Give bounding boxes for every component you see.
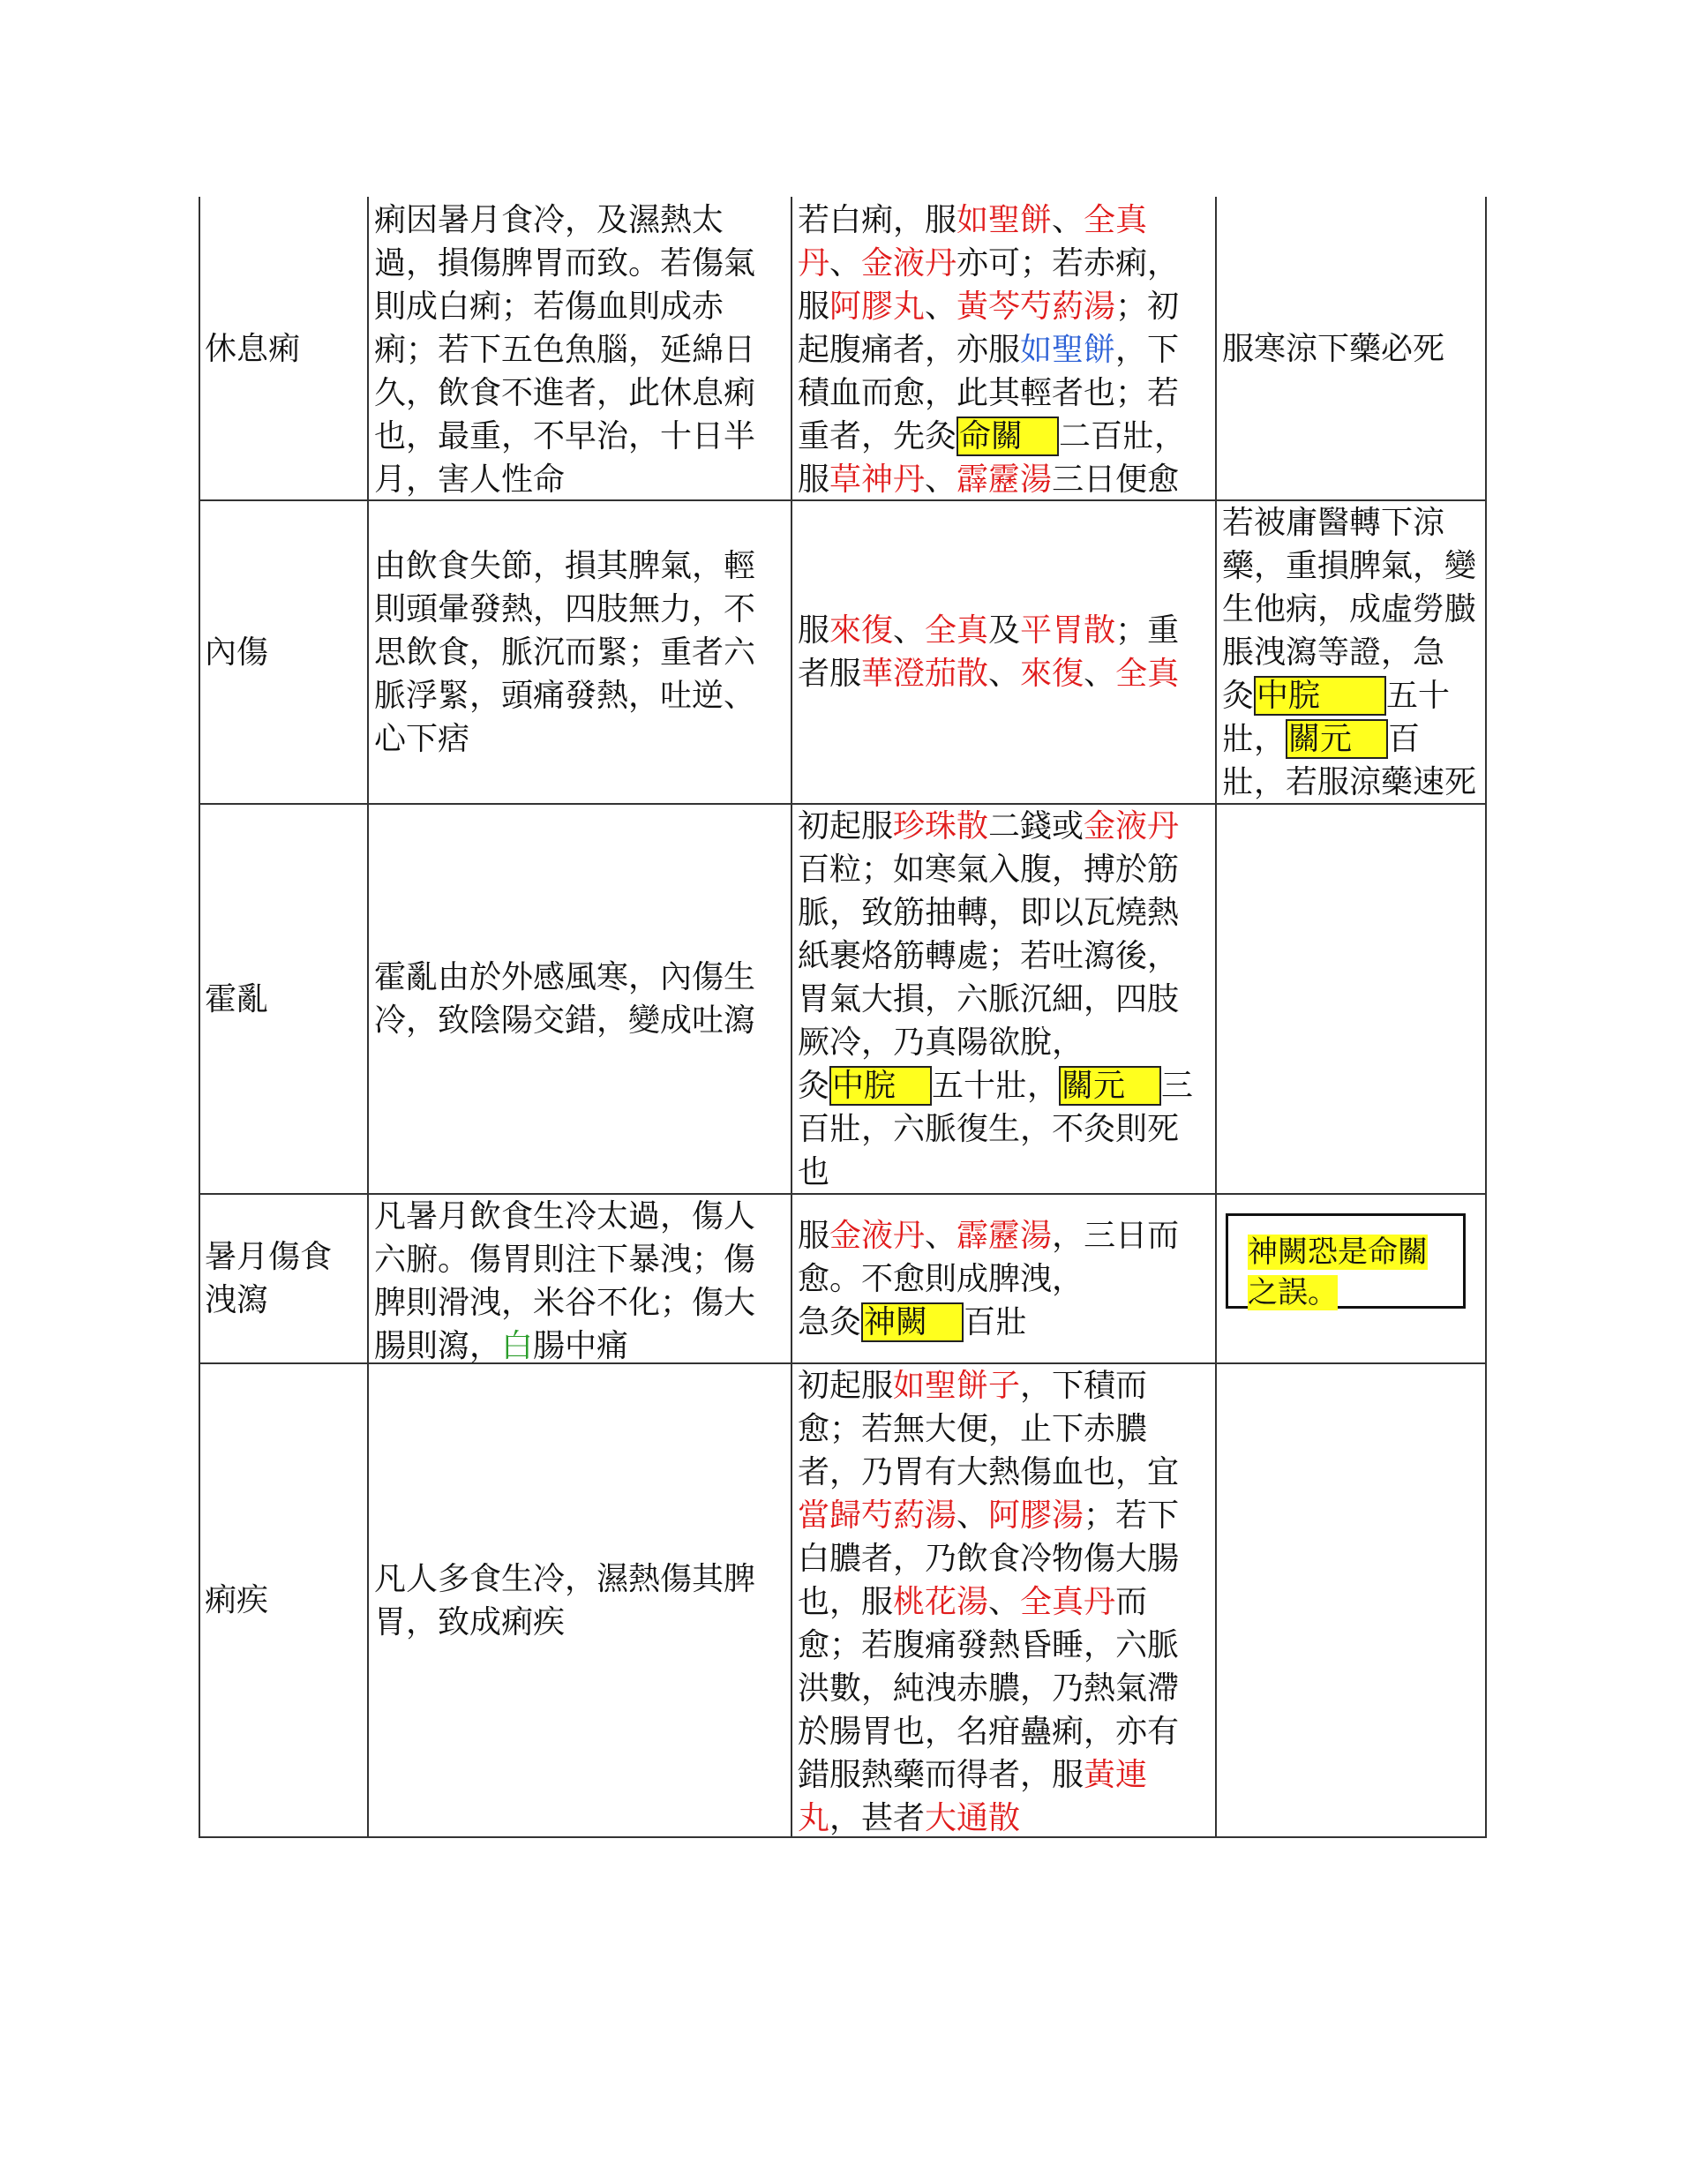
text-line: 脾則滑洩，米谷不化；傷大 bbox=[374, 1285, 756, 1321]
symptoms-cell bbox=[374, 199, 789, 501]
symptoms-cell bbox=[374, 1364, 789, 1836]
text-line: 錯服熱藥而得者，服黃連 bbox=[798, 1757, 1148, 1793]
note-text: 之誤。 bbox=[1248, 1275, 1338, 1310]
text-line: 急灸神闕 百壯 bbox=[798, 1304, 1028, 1340]
text-line: 生他病，成虛勞臌 bbox=[1222, 591, 1477, 627]
acupoint-highlight: 關元 bbox=[1059, 1066, 1161, 1106]
remedy-name: 全真 bbox=[1115, 656, 1180, 692]
remedy-name: 全真 bbox=[925, 612, 989, 649]
column-divider bbox=[367, 197, 369, 1838]
remedy-name: 金液丹 bbox=[829, 1218, 926, 1254]
text-line: 愈。不愈則成脾洩， bbox=[798, 1261, 1084, 1297]
text-line: 於腸胃也，名疳蠱痢，亦有 bbox=[798, 1714, 1180, 1750]
remedy-name: 如聖餅 bbox=[957, 202, 1053, 238]
text-line: 服來復、全真及平胃散；重 bbox=[798, 612, 1180, 649]
text-line: 痢；若下五色魚腦，延綿日 bbox=[374, 332, 756, 368]
text-line: 由飲食失節，損其脾氣，輕 bbox=[374, 547, 756, 584]
table-row bbox=[205, 1364, 364, 1836]
text-line: 愈；若無大便，止下赤膿 bbox=[798, 1411, 1148, 1447]
text-line: 腸則瀉，白腸中痛 bbox=[374, 1328, 629, 1364]
treatment-cell bbox=[798, 199, 1212, 501]
remedy-name: 大通散 bbox=[925, 1800, 1021, 1836]
condition-name: 內傷 bbox=[205, 634, 269, 671]
remedy-name: 全真丹 bbox=[1020, 1584, 1116, 1620]
condition-name: 休息痢 bbox=[205, 331, 301, 367]
symptoms-cell bbox=[374, 805, 789, 1193]
condition-name: 痢疾 bbox=[205, 1582, 269, 1618]
remedy-name: 全真 bbox=[1084, 202, 1148, 238]
remedy-name: 阿膠湯 bbox=[988, 1497, 1084, 1534]
treatment-cell bbox=[798, 501, 1212, 803]
text-line: 灸中脘 五十 bbox=[1222, 678, 1451, 714]
warning-cell: 服寒涼下藥必死 bbox=[1222, 331, 1445, 367]
text-line: 脈浮緊，頭痛發熱，吐逆、 bbox=[374, 677, 756, 714]
remedy-name: 金液丹 bbox=[861, 245, 957, 281]
remedy-name: 華澄茄散 bbox=[861, 656, 989, 692]
table-row bbox=[205, 501, 364, 803]
table-row bbox=[205, 1195, 364, 1362]
remedy-name: 珍珠散 bbox=[893, 808, 989, 844]
text-line: 凡人多食生冷，濕熱傷其脾 bbox=[374, 1560, 756, 1597]
text-line: 紙裹烙筋轉處；若吐瀉後， bbox=[798, 938, 1180, 974]
remedy-name: 阿膠丸 bbox=[829, 289, 926, 325]
text-line: 白膿者，乃飲食冷物傷大腸 bbox=[798, 1541, 1180, 1577]
text-line: 若白痢，服如聖餅、全真 bbox=[798, 202, 1148, 238]
remedy-name: 如聖餅 bbox=[1020, 332, 1116, 368]
acupoint-highlight: 中脘 bbox=[829, 1066, 932, 1106]
condition-name: 暑月傷食 bbox=[205, 1239, 333, 1275]
acupoint-highlight: 神闕 bbox=[861, 1302, 964, 1342]
text-line: 灸中脘 五十壯，關元 三 bbox=[798, 1068, 1194, 1104]
text-line: 也，服桃花湯、全真丹而 bbox=[798, 1584, 1148, 1620]
text-line: 百壯，六脈復生，不灸則死 bbox=[798, 1111, 1180, 1147]
text-line: 厥冷，乃真陽欲脫， bbox=[798, 1024, 1084, 1061]
remedy-table bbox=[199, 197, 1487, 1838]
text-line: 月，害人性命 bbox=[374, 462, 566, 498]
remedy-name: 霹靂湯 bbox=[957, 1218, 1053, 1254]
text-line: 凡暑月飲食生冷太過，傷人 bbox=[374, 1198, 756, 1235]
remedy-name: 黃連 bbox=[1084, 1757, 1148, 1793]
treatment-cell bbox=[798, 1214, 1212, 1344]
remedy-name: 草神丹 bbox=[829, 462, 926, 498]
remedy-name: 丹 bbox=[798, 245, 830, 281]
text-line: 冷，致陰陽交錯，變成吐瀉 bbox=[374, 1002, 756, 1039]
text-line: 霍亂由於外感風寒，內傷生 bbox=[374, 959, 756, 995]
text-line: 脹洩瀉等證，急 bbox=[1222, 634, 1445, 671]
acupoint-highlight: 中脘 bbox=[1254, 676, 1386, 716]
text-line: 心下痞 bbox=[374, 720, 470, 757]
text-line: 過，損傷脾胃而致。若傷氣 bbox=[374, 245, 756, 281]
remedy-name: 霹靂湯 bbox=[957, 462, 1053, 498]
text-line: 胃，致成痢疾 bbox=[374, 1603, 566, 1640]
text-line: 積血而愈，此其輕者也；若 bbox=[798, 375, 1180, 411]
note-text: 神闕恐是命關 bbox=[1248, 1235, 1428, 1270]
text-line: 百粒；如寒氣入腹，搏於筋 bbox=[798, 852, 1180, 888]
text-line: 重者，先灸命關 二百壯， bbox=[798, 418, 1187, 454]
symptoms-cell bbox=[374, 501, 789, 803]
column-divider bbox=[791, 197, 792, 1838]
text-line: 當歸芍葯湯、阿膠湯；若下 bbox=[798, 1497, 1180, 1534]
remedy-name: 當歸芍葯湯 bbox=[798, 1497, 957, 1534]
warning-cell bbox=[1222, 501, 1483, 804]
remedy-name: 黃芩芍葯湯 bbox=[957, 289, 1116, 325]
text-line: 思飲食，脈沉而緊；重者六 bbox=[374, 634, 756, 671]
remedy-name: 如聖餅子 bbox=[893, 1368, 1021, 1404]
condition-name: 霍亂 bbox=[205, 980, 269, 1017]
text-line: 也，最重，不早治，十日半 bbox=[374, 418, 756, 454]
text-line: 六腑。傷胃則注下暴洩；傷 bbox=[374, 1242, 756, 1278]
text-line: 服草神丹、霹靂湯三日便愈 bbox=[798, 462, 1180, 498]
remedy-name: 來復 bbox=[829, 612, 894, 649]
text-line: 痢因暑月食冷，及濕熱太 bbox=[374, 202, 724, 238]
symptoms-cell bbox=[374, 1195, 789, 1368]
text-line: 壯，若服涼藥速死 bbox=[1222, 764, 1477, 800]
text-line: 丹、金液丹亦可；若赤痢， bbox=[798, 245, 1180, 281]
text-line: 洪數，純洩赤膿，乃熱氣滯 bbox=[798, 1670, 1180, 1707]
text-line: 脈，致筋抽轉，即以瓦燒熱 bbox=[798, 895, 1180, 931]
remedy-name: 桃花湯 bbox=[893, 1584, 989, 1620]
text-line: 也 bbox=[798, 1154, 830, 1190]
table-row bbox=[205, 199, 364, 499]
text-line: 服阿膠丸、黃芩芍葯湯；初 bbox=[798, 289, 1180, 325]
column-divider bbox=[1215, 197, 1217, 1838]
text-line: 久，飲食不進者，此休息痢 bbox=[374, 375, 756, 411]
annotation-note bbox=[1226, 1213, 1466, 1309]
text-line: 初起服如聖餅子，下積而 bbox=[798, 1368, 1148, 1404]
acupoint-highlight: 關元 bbox=[1286, 719, 1388, 759]
text-line: 者服華澄茄散、來復、全真 bbox=[798, 656, 1180, 692]
text-line: 起腹痛者，亦服如聖餅，下 bbox=[798, 332, 1180, 368]
treatment-cell bbox=[798, 805, 1212, 1194]
text-line: 胃氣大損，六脈沉細，四肢 bbox=[798, 981, 1180, 1017]
remedy-name: 平胃散 bbox=[1020, 612, 1116, 649]
condition-name: 洩瀉 bbox=[205, 1282, 269, 1318]
text-line: 藥，重損脾氣，變 bbox=[1222, 548, 1477, 584]
text-line: 者，乃胃有大熱傷血也，宜 bbox=[798, 1454, 1180, 1490]
text-line: 丸，甚者大通散 bbox=[798, 1800, 1021, 1836]
table-border-left bbox=[199, 197, 200, 1838]
text-line: 則成白痢；若傷血則成赤 bbox=[374, 289, 724, 325]
remedy-name: 金液丹 bbox=[1084, 808, 1180, 844]
table-border-right bbox=[1485, 197, 1487, 1838]
text-line: 若被庸醫轉下涼 bbox=[1222, 505, 1445, 541]
text-line: 壯，關元 百 bbox=[1222, 721, 1421, 757]
text-line: 服金液丹、霹靂湯，三日而 bbox=[798, 1218, 1180, 1254]
text-line: 則頭暈發熱，四肢無力，不 bbox=[374, 590, 756, 627]
remedy-name: 來復 bbox=[1020, 656, 1084, 692]
remedy-name: 丸 bbox=[798, 1800, 830, 1836]
text-line: 初起服珍珠散二錢或金液丹 bbox=[798, 808, 1180, 844]
text-line: 愈；若腹痛發熱昏睡，六脈 bbox=[798, 1627, 1180, 1663]
acupoint-highlight: 命關 bbox=[957, 417, 1059, 456]
treatment-cell bbox=[798, 1364, 1212, 1840]
table-row bbox=[205, 805, 364, 1193]
